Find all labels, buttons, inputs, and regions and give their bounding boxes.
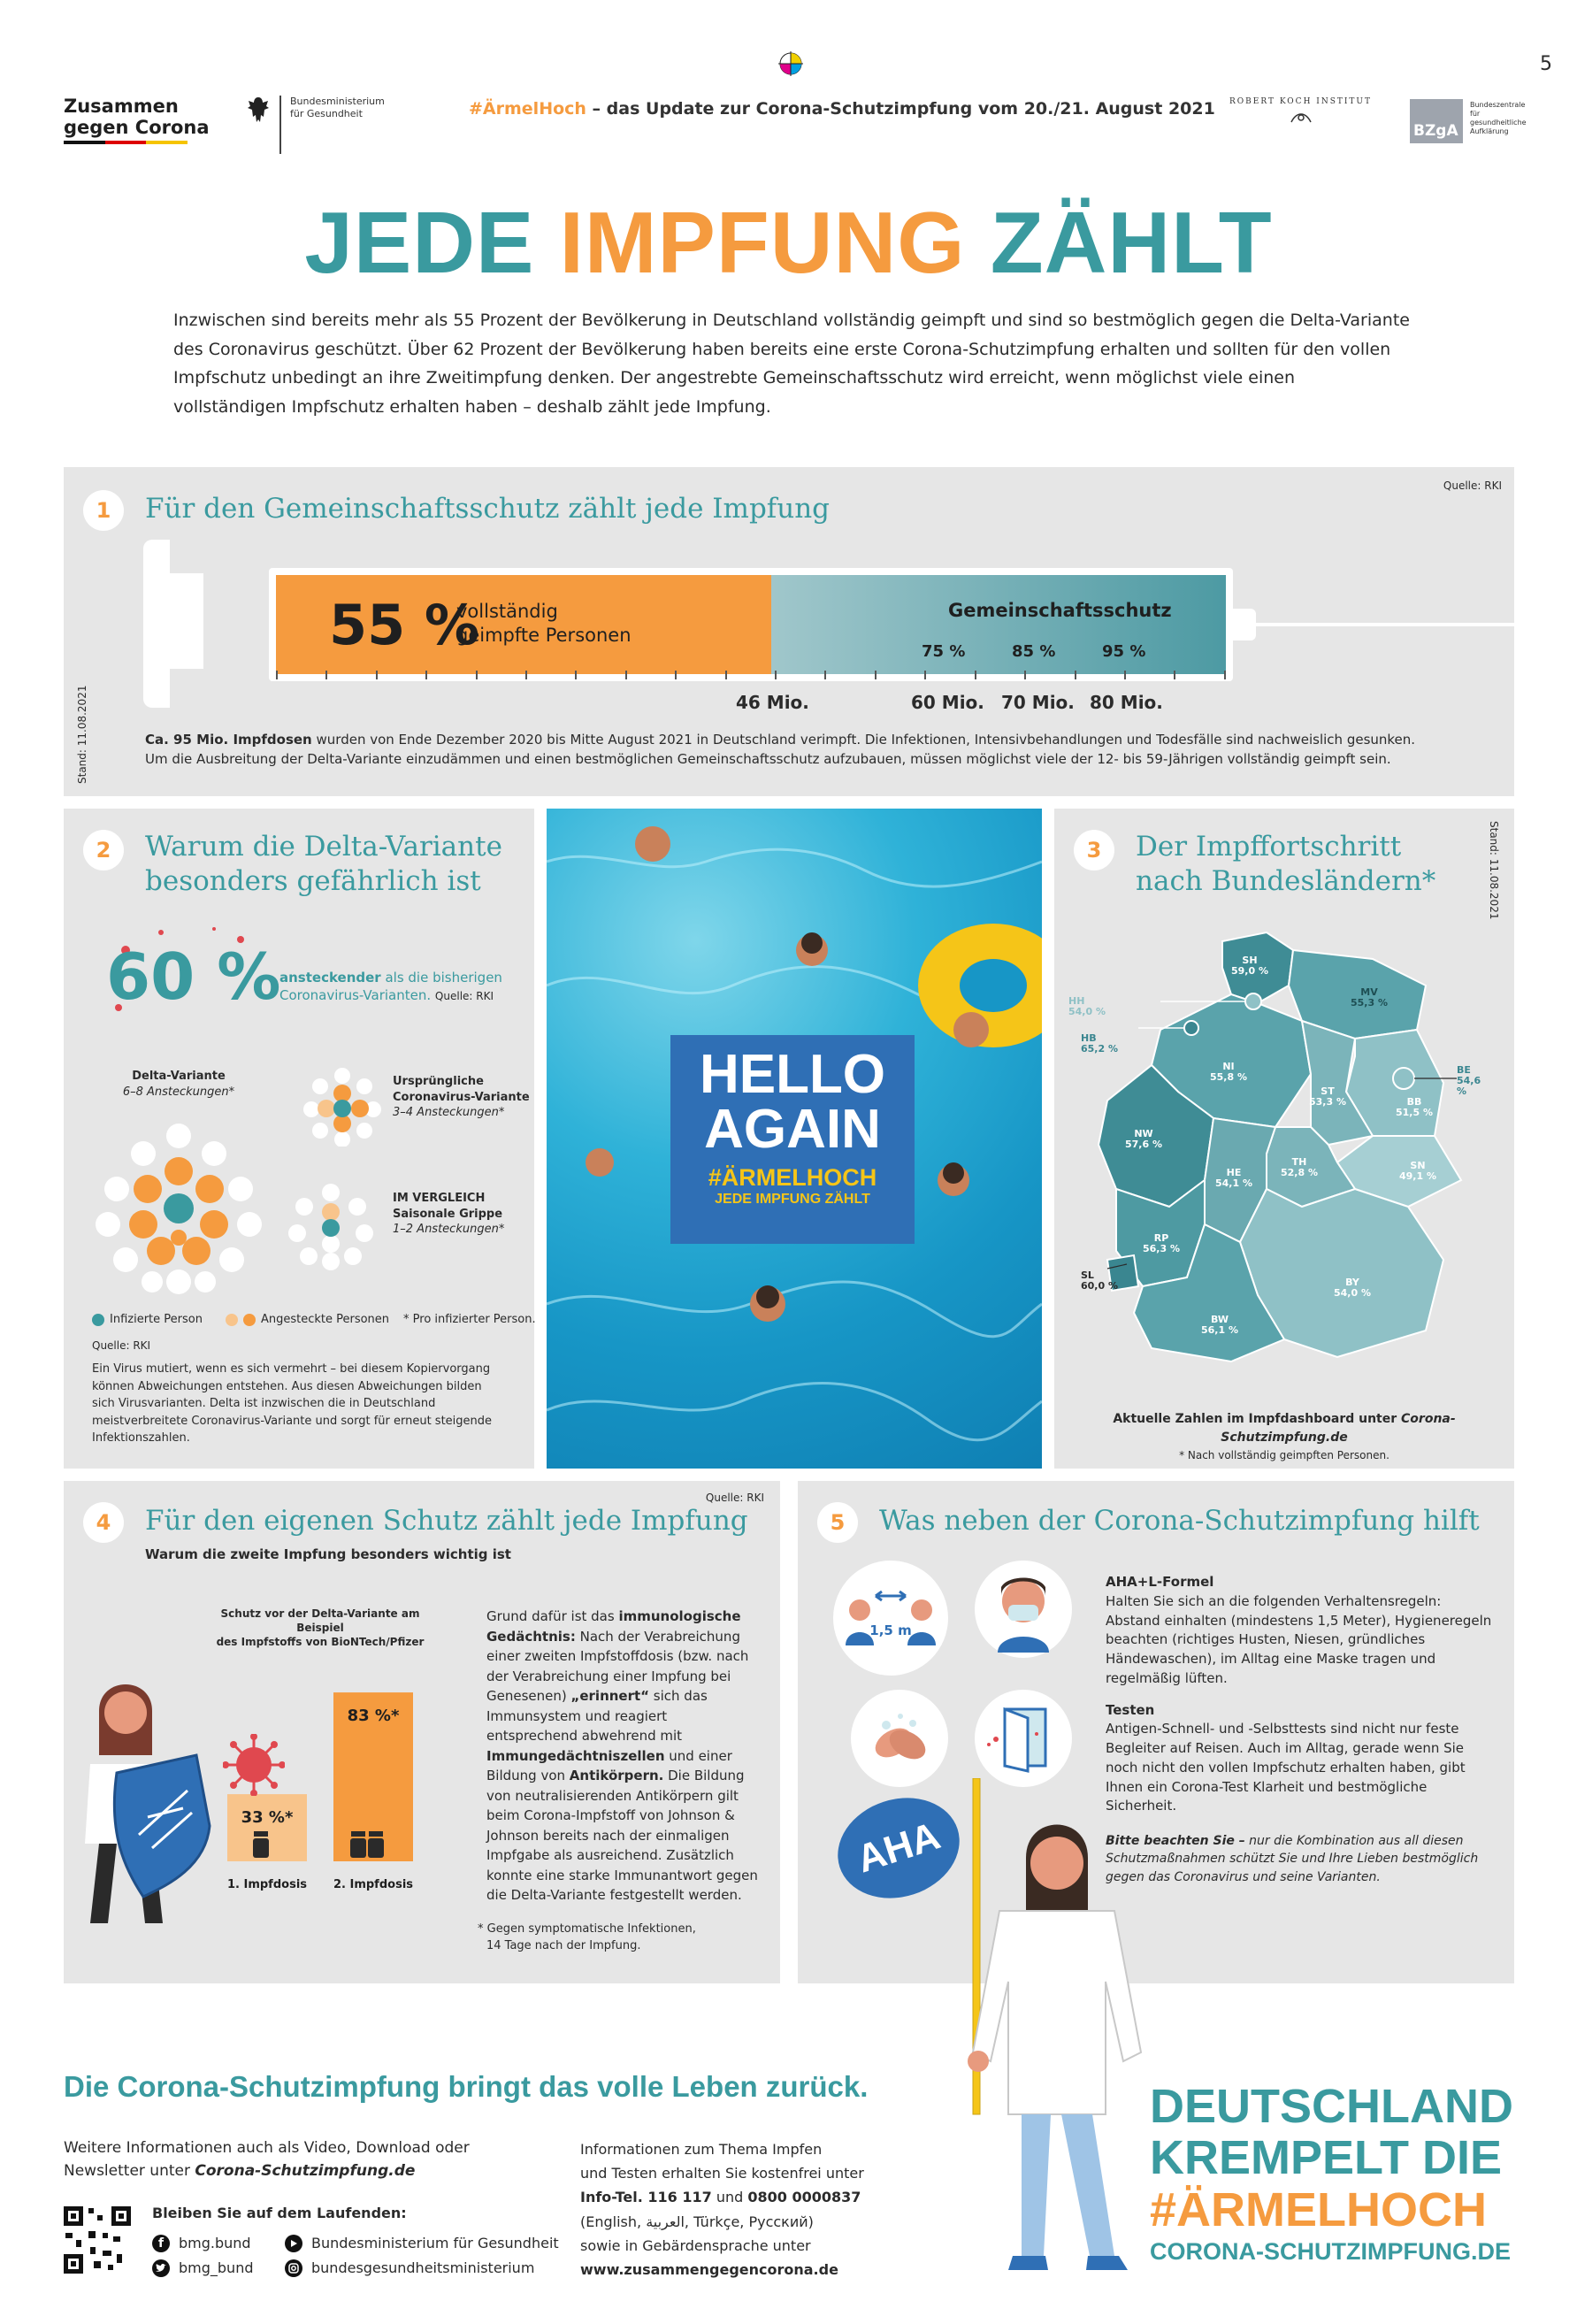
section-3-title (1136, 830, 1435, 899)
ministry-line-2: für Gesundheit (290, 107, 363, 119)
legend-infected-others-dot (226, 1314, 238, 1326)
map-BE (1393, 1068, 1414, 1089)
federal-eagle-icon (246, 96, 271, 131)
virus-icon (223, 1734, 285, 1796)
brand-color-stripe (64, 141, 188, 144)
phone-number[interactable]: 0800 0000837 (747, 2189, 861, 2206)
title-part-jede: JEDE (304, 194, 560, 291)
brand-line-1: Zusammen (64, 96, 179, 117)
footnote-line-1: * Gegen symptomatische Infektionen, (478, 1922, 696, 1936)
note-bold: Bitte beachten Sie – (1106, 1834, 1245, 1848)
syringe-tip (1233, 609, 1256, 640)
facebook-handle: bmg.bund (179, 2235, 251, 2251)
section-4-source: Quelle: RKI (705, 1492, 764, 1504)
threshold-85: 85 % (1012, 642, 1056, 661)
map-label-mv: MV 55,3 % (1351, 986, 1388, 1009)
delta-percent-line-2: Coronavirus-Varianten. (279, 986, 432, 1003)
map-label-bb: BB 51,5 % (1396, 1096, 1433, 1119)
section-1-note-line-2: Um die Ausbreitung der Delta-Variante einzudämmen und einen bestmöglichen Gemeinschaftsschutz aufzubauen, müssen möglichst viele der 12- bis 59-Jährigen vollständig geimpft sein. (145, 750, 1391, 767)
footer-more-info (64, 2137, 470, 2182)
section-3-title-line-1: Der Impffortschritt (1136, 831, 1402, 863)
instagram-icon (285, 2259, 302, 2277)
section-3-footnote: * Nach vollständig geimpften Personen. (1179, 1449, 1389, 1461)
syringe-tick-marks (276, 671, 1226, 683)
shield-icon (114, 1755, 210, 1897)
original-variant-sub: 3–4 Ansteckungen* (393, 1106, 505, 1120)
section-2-number: 2 (83, 830, 124, 871)
section-4-subtitle: Warum die zweite Impfung besonders wichtig ist (145, 1546, 511, 1562)
map-label-sh: SH 59,0 % (1231, 955, 1268, 978)
map-label-he: HE 54,1 % (1215, 1167, 1252, 1190)
axis-label-70: 70 Mio. (1001, 692, 1075, 713)
section-2-title-line-2: besonders gefährlich ist (145, 864, 481, 897)
title-part-impfung: IMPFUNG (559, 194, 966, 291)
footer-slogan: Die Corona-Schutzimpfung bringt das volle Leben zurück. (64, 2070, 869, 2103)
chart-title-line-1: Schutz vor der Delta-Variante am Beispiel (220, 1607, 420, 1635)
body-part-5: Die Bildung von neutralisierenden Antikörpern gilt beim Corona-Impfstoff von Johnson & Johnson bereits nach der einmaligen Impfgabe als ausreichend. Zusätzlich konnte eine starke Immunantwort gegen die Delta-Variante festgestellt werden. (486, 1768, 758, 1903)
section-3-panel (1054, 809, 1514, 1469)
aha-body: Halten Sie sich an die folgenden Verhaltensregeln: Abstand einhalten (mindestens 1,5 Meter), Hygieneregeln beachten (richtiges Husten, Niesen, gründliches Händewaschen), im Alltag eine Maske tragen und regelmäßig lüften. (1106, 1592, 1492, 1686)
claim-line-3: #ÄRMELHOCH (1150, 2182, 1488, 2236)
section-2-legend (92, 1313, 536, 1326)
section-2-source: Quelle: RKI (92, 1339, 151, 1352)
flu-label (393, 1191, 504, 1238)
section-4-body (486, 1607, 761, 1906)
section-2-title-line-1: Warum die Delta-Variante (145, 831, 502, 863)
bzga-line-1: Bundeszentrale (1470, 101, 1526, 109)
axis-label-60: 60 Mio. (911, 692, 984, 713)
section-3-footer (1054, 1410, 1514, 1463)
delta-percent-rest: als die bisherigen (380, 970, 502, 986)
category-label-2: 2. Impfdosis (333, 1878, 414, 1891)
flu-title-1: IM VERGLEICH (393, 1192, 486, 1205)
body-part-1: Grund dafür ist das (486, 1608, 619, 1624)
title-part-zaehlt: ZÄHLT (965, 194, 1273, 291)
section-4-title: Für den eigenen Schutz zählt jede Impfung (145, 1505, 748, 1537)
poster-tagline: JEDE IMPFUNG ZÄHLT (715, 1192, 870, 1207)
section-4-number: 4 (83, 1502, 124, 1543)
more-info-line-1: Weitere Informationen auch als Video, Download oder (64, 2139, 470, 2157)
section-2-panel (64, 809, 534, 1469)
community-protection-label: Gemeinschaftsschutz (948, 600, 1172, 621)
bzga-line-4: Aufklärung (1470, 127, 1509, 135)
youtube-handle[interactable]: Bundesministerium für Gesundheit (311, 2235, 559, 2251)
delta-percent-text (279, 970, 502, 1004)
more-info-link[interactable]: Corona-Schutzimpfung.de (195, 2161, 416, 2180)
claim-line-1: DEUTSCHLAND (1150, 2080, 1513, 2133)
map-label-be: BE 54,6 % (1457, 1064, 1481, 1098)
map-label-hh: HH 54,0 % (1068, 995, 1106, 1018)
map-label-hb: HB 65,2 % (1081, 1032, 1118, 1055)
page-number: 5 (1540, 53, 1552, 75)
qr-code[interactable] (64, 2206, 131, 2274)
poster-hashtag: #ÄRMELHOCH (708, 1164, 877, 1191)
section-2-body: Ein Virus mutiert, wenn es sich vermehrt – bei diesem Kopiervorgang können Abweichungen entstehen. Aus diesen Abweichungen bilden sich Virusvarianten. Delta ist inzwischen die in Deutschland meistverbreitete Coronavirus-Variante und sorgt für erneut steigende Infektionszahlen. (92, 1362, 493, 1445)
section-5-title: Was neben der Corona-Schutzimpfung hilft (879, 1505, 1480, 1537)
flu-sub: 1–2 Ansteckungen* (393, 1223, 505, 1237)
poster-line-2: AGAIN (704, 1099, 881, 1160)
delta-variant-label (117, 1069, 241, 1100)
legend-infected-others-text: Angesteckte Personen (260, 1313, 390, 1326)
ministry-logo (246, 96, 385, 154)
intro-paragraph: Inzwischen sind bereits mehr als 55 Prozent der Bevölkerung in Deutschland vollständig geimpft und sind so bestmöglich gegen die Delta-Variante des Coronavirus geschützt. Über 62 Prozent der Bevölkerung haben bereits eine erste Corona-Schutzimpfung erhalten und sollten für den vollen Impfschutz unbedingt an ihre Zweitimpfung denken. Der angestrebte Gemeinschaftsschutz wird erreicht, wenn möglichst viele einen vollständigen Impfschutz erhalten haben – deshalb zählt jede Impfung. (173, 311, 1410, 418)
registration-mark-icon (778, 51, 803, 76)
hotline-info (580, 2137, 864, 2282)
footnote-line-2: 14 Tage nach der Impfung. (486, 1938, 641, 1952)
syringe-flange (168, 573, 203, 669)
legend-infected-dot (92, 1314, 104, 1326)
social-links (152, 2231, 559, 2281)
threshold-95: 95 % (1102, 642, 1146, 661)
poster-hello-again-box (670, 1035, 915, 1244)
phone-label[interactable]: Info-Tel. 116 117 (580, 2189, 712, 2206)
flu-spread-diagram (287, 1182, 375, 1270)
twitter-handle: bmg_bund (179, 2259, 254, 2276)
delta-percent-source: Quelle: RKI (434, 989, 494, 1002)
delta-variant-title: Delta-Variante (132, 1070, 226, 1083)
mask-icon (975, 1561, 1072, 1658)
flu-title-2: Saisonale Grippe (393, 1207, 503, 1221)
distance-label: 1,5 m (869, 1622, 912, 1638)
body-part-2: Nach der Verabreichung einer zweiten Impfstoffdosis (bzw. nach der Verabreichung einer Impfung bei Genesenen) (486, 1628, 749, 1704)
delta-percent: 60 % (106, 940, 281, 1014)
section-1-note-rest: wurden von Ende Dezember 2020 bis Mitte August 2021 in Deutschland verimpft. Die Infektionen, Intensivbehandlungen und Todesfälle sind nachweislich gesunken. (311, 732, 1416, 748)
bzga-mark: BZgA (1410, 99, 1463, 143)
twitter-link[interactable] (152, 2256, 559, 2281)
body-part-3: sich das Immunsystem und reagiert entsprechend abwehrend mit (486, 1688, 708, 1744)
map-HH (1245, 993, 1261, 1009)
header-update-text: – das Update zur Corona-Schutzimpfung vom 20./21. August 2021 (586, 99, 1215, 119)
map-label-ni: NI 55,8 % (1210, 1061, 1247, 1084)
rki-symbol-icon (1229, 110, 1372, 129)
section-1-stand: Stand: 11.08.2021 (76, 685, 88, 784)
twitter-icon (152, 2259, 170, 2277)
germany-map (1068, 924, 1488, 1366)
claim-line-2: KREMPELT DIE (1150, 2131, 1503, 2185)
sign-language: sowie in Gebärdensprache unter (580, 2236, 811, 2254)
body-part-4: und einer Bildung von (486, 1747, 732, 1783)
syringe-needle (1256, 623, 1548, 626)
section-4-panel (64, 1481, 780, 1983)
section-3-number: 3 (1074, 830, 1114, 871)
section-1-title: Für den Gemeinschaftsschutz zählt jede Impfung (145, 493, 831, 525)
distance-icon (833, 1561, 948, 1676)
map-label-rp: RP 56,3 % (1143, 1232, 1180, 1255)
phone-languages: (English, العربية, Türkçe, Русский) (580, 2213, 814, 2230)
bzga-logo (1410, 99, 1527, 143)
section-4-footnote (478, 1921, 696, 1955)
axis-label-80: 80 Mio. (1090, 692, 1163, 713)
header-update-line (469, 99, 1215, 119)
legend-note: * Pro infizierter Person. (403, 1313, 536, 1326)
section-2-title (145, 830, 502, 899)
aha-badge-text: AHA (851, 1814, 945, 1882)
map-label-nw: NW 57,6 % (1125, 1128, 1162, 1151)
vaccinated-label (456, 600, 632, 648)
campaign-claim (1150, 2081, 1513, 2265)
body-bold-4: Antikörpern. (569, 1768, 664, 1783)
syringe-plunger (143, 540, 170, 708)
claim-url[interactable]: CORONA-SCHUTZIMPFUNG.DE (1150, 2237, 1511, 2265)
bzga-line-3: gesundheitliche (1470, 119, 1527, 127)
ventilation-window-icon (975, 1690, 1072, 1787)
poster-line-1: HELLO (699, 1044, 886, 1105)
map-label-by: BY 54,0 % (1334, 1277, 1371, 1300)
delta-spread-diagram (90, 1118, 267, 1295)
instagram-handle[interactable]: bundesgesundheitsministerium (311, 2259, 535, 2276)
section-1-note-bold: Ca. 95 Mio. Impfdosen (145, 732, 312, 748)
page-title (0, 193, 1577, 293)
section-1-number: 1 (83, 490, 124, 531)
threshold-75: 75 % (922, 642, 966, 661)
youtube-icon (285, 2235, 302, 2252)
map-HB (1184, 1021, 1198, 1035)
category-label-1: 1. Impfdosis (226, 1878, 308, 1891)
brand-line-2: gegen Corona (64, 117, 210, 139)
original-variant-title-2: Coronavirus-Variante (393, 1090, 530, 1104)
body-bold-1: immunologische Gedächtnis: (486, 1608, 741, 1645)
map-label-st: ST 53,3 % (1309, 1085, 1346, 1108)
legend-infected-text: Infizierte Person (110, 1313, 203, 1326)
phone-intro-2: und Testen erhalten Sie kostenfrei unter (580, 2165, 864, 2182)
legend-infected-others-dot-2 (243, 1314, 256, 1326)
test-title: Testen (1106, 1701, 1155, 1718)
phone-and: und (711, 2189, 748, 2206)
body-bold-2: „erinnert“ (570, 1688, 650, 1704)
map-label-sl: SL 60,0 % (1081, 1269, 1118, 1292)
ministry-divider (279, 96, 281, 154)
vaccine-vial-icon (368, 1831, 384, 1858)
phone-intro-1: Informationen zum Thema Impfen (580, 2141, 823, 2158)
bzga-line-2: für (1470, 110, 1481, 118)
vaccinated-percent: 55 % (329, 593, 479, 657)
rki-text: ROBERT KOCH INSTITUT (1229, 97, 1373, 106)
section-1-panel (64, 467, 1514, 796)
original-variant-label (393, 1074, 530, 1121)
more-info-line-2: Newsletter unter (64, 2161, 195, 2180)
test-body: Antigen-Schnell- und -Selbsttests sind nicht nur feste Begleiter auf Reisen. Auch im Alltag, gerade wenn Sie noch nicht den vollen Impfschutz erhalten haben, gibt Ihnen ein Corona-Test Klarheit und bestmögliche Sicherheit. (1106, 1721, 1466, 1814)
original-variant-title-1: Ursprüngliche (393, 1075, 484, 1088)
map-label-sn: SN 49,1 % (1399, 1160, 1436, 1183)
chart-title-line-2: des Impfstoffs von BioNTech/Pfizer (216, 1636, 425, 1649)
delta-variant-sub: 6–8 Ansteckungen* (122, 1085, 235, 1099)
body-bold-3: Immungedächtniszellen (486, 1747, 665, 1764)
vaccine-vial-icon (350, 1831, 366, 1858)
doctor-with-swab-illustration (938, 1778, 1167, 2274)
section-3-stand: Stand: 11.08.2021 (1488, 821, 1500, 920)
stay-updated-label: Bleiben Sie auf dem Laufenden: (152, 2205, 407, 2221)
section-3-title-line-2: nach Bundesländern* (1136, 864, 1436, 897)
dashboard-text: Aktuelle Zahlen im Impfdashboard unter (1113, 1412, 1402, 1426)
person-with-shield-illustration (64, 1658, 214, 1923)
pool-poster-image (547, 809, 1042, 1469)
facebook-link[interactable] (152, 2231, 559, 2256)
aha-title: AHA+L-Formel (1106, 1574, 1214, 1590)
delta-percent-bold: ansteckender (279, 970, 381, 986)
map-label-th: TH 52,8 % (1281, 1156, 1318, 1179)
bar-value-label-1: 33 %* (241, 1808, 294, 1828)
bar-value-label-2: 83 %* (347, 1707, 400, 1726)
facebook-icon: f (152, 2235, 170, 2252)
vaccinated-label-1: vollständig (456, 601, 558, 622)
brand-zusammen-gegen-corona (64, 96, 210, 144)
ministry-line-1: Bundesministerium (290, 96, 385, 107)
website-link[interactable]: www.zusammengegencorona.de (580, 2260, 838, 2278)
vaccinated-label-2: geimpfte Personen (456, 625, 632, 647)
rki-logo (1229, 97, 1372, 129)
header-hashtag: #ÄrmelHoch (469, 99, 586, 119)
axis-label-46: 46 Mio. (736, 692, 809, 713)
map-label-bw: BW 56,1 % (1201, 1314, 1238, 1337)
section-1-note (145, 731, 1489, 770)
note-rest: nur die Kombination aus all diesen Schutzmaßnahmen schützt Sie und Ihre Lieben bestmöglich gegen das Coronavirus und seine Varianten. (1106, 1834, 1479, 1884)
original-spread-diagram (302, 1067, 382, 1147)
dashboard-link[interactable]: Corona-Schutzimpfung.de (1221, 1412, 1456, 1445)
vaccine-vial-icon (253, 1831, 269, 1858)
section-1-source: Quelle: RKI (1443, 479, 1502, 492)
hand-washing-icon (851, 1690, 948, 1787)
section-5-number: 5 (817, 1502, 858, 1543)
